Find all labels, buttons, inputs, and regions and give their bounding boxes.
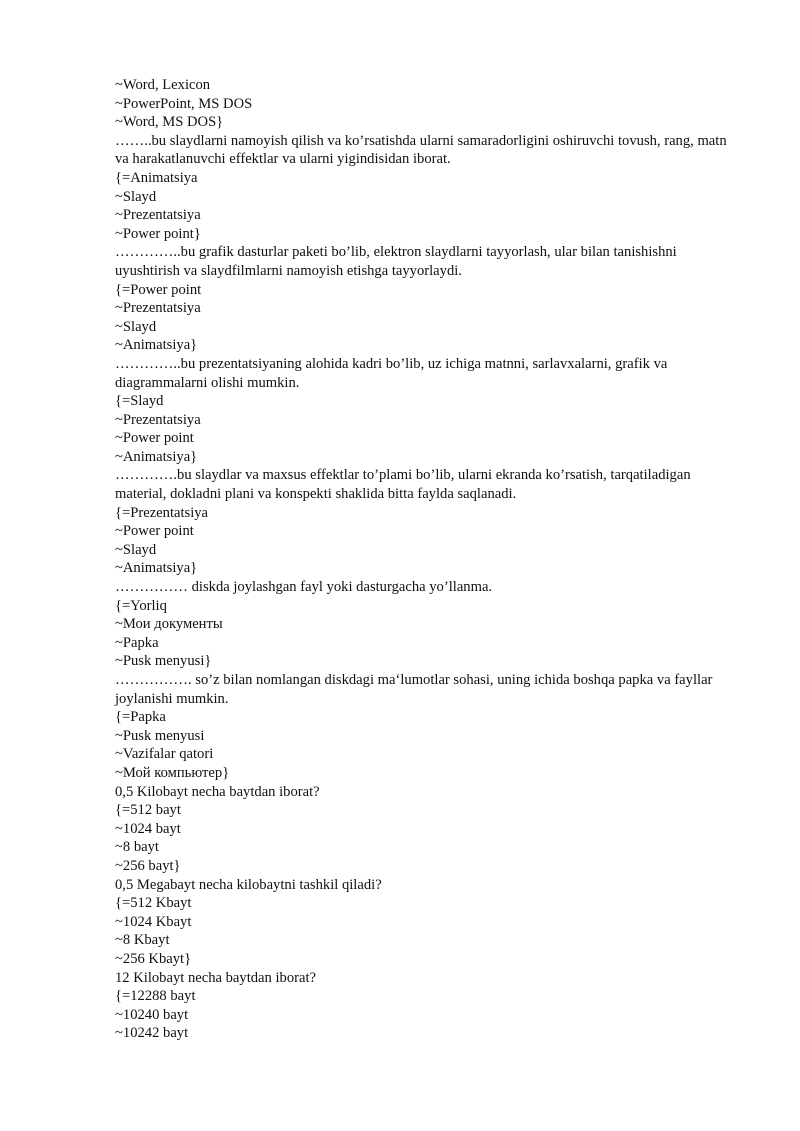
question-text: 0,5 Kilobayt necha baytdan iborat?: [115, 783, 320, 800]
correct-answer: {=Power point: [115, 281, 202, 298]
correct-answer: {=Animatsiya: [115, 169, 198, 186]
answer-option: ~1024 bayt: [115, 820, 181, 837]
answer-option: ~8 Kbayt: [115, 932, 170, 949]
answer-option: ~Pusk menyusi}: [115, 653, 212, 670]
answer-option: ~Animatsiya}: [115, 560, 198, 577]
text-line: ~Word, Lexicon: [115, 77, 211, 93]
answer-option: ~10242 bayt: [115, 1025, 189, 1042]
answer-option: ~Papka: [115, 634, 159, 651]
answer-option: ~Prezentatsiya: [115, 207, 201, 224]
answer-option: ~256 Kbayt}: [115, 950, 192, 967]
answer-option: ~Мой компьютер}: [115, 764, 230, 781]
answer-option: ~10240 bayt: [115, 1006, 189, 1023]
answer-option: ~Slayd: [115, 318, 157, 335]
answer-option: ~Pusk menyusi: [115, 727, 205, 744]
correct-answer: {=12288 bayt: [115, 988, 196, 1005]
text-line: ~Word, MS DOS}: [115, 114, 224, 131]
answer-option: ~Animatsiya}: [115, 337, 198, 354]
answer-option: ~Slayd: [115, 541, 157, 558]
answer-option: ~Animatsiya}: [115, 448, 198, 465]
correct-answer: {=Papka: [115, 709, 166, 726]
answer-option: ~Prezentatsiya: [115, 411, 201, 428]
answer-option: ~Power point: [115, 430, 194, 447]
answer-option: ~256 bayt}: [115, 857, 181, 874]
text-line: ~PowerPoint, MS DOS: [115, 95, 253, 112]
question-text: 12 Kilobayt necha baytdan iborat?: [115, 969, 316, 986]
correct-answer: {=Slayd: [115, 393, 164, 410]
question-text: ……………. so’z bilan nomlangan diskdagi ma‘lumotlar sohasi, uning ichida boshqa papka va fayllar joylanishi mumkin.: [115, 672, 713, 707]
question-text: ……..bu slaydlarni namoyish qilish va ko’rsatishda ularni samaradorligini oshiruvchi tovush, rang, matn va harakatlanuvchi effektlar va ularni yigindisidan iborat.: [115, 132, 727, 168]
question-text: …………..bu grafik dasturlar paketi bo’lib, elektron slaydlarni tayyorlash, ular bilan tanishishni uyushtirish va slaydfilmlarni namoyish etishga tayyorlaydi.: [115, 244, 677, 279]
correct-answer: {=Prezentatsiya: [115, 504, 209, 521]
answer-option: ~Slayd: [115, 188, 157, 205]
correct-answer: {=512 Kbayt: [115, 895, 192, 912]
question-text: …………… diskda joylashgan fayl yoki dasturgacha yo’llanma.: [115, 579, 493, 596]
answer-option: ~Vazifalar qatori: [115, 746, 214, 763]
answer-option: ~1024 Kbayt: [115, 913, 192, 930]
answer-option: ~8 bayt: [115, 839, 159, 856]
answer-option: ~Power point: [115, 523, 194, 540]
document-body: [115, 76, 740, 1043]
question-text: …………..bu prezentatsiyaning alohida kadri bo’lib, uz ichiga matnni, sarlavxalarni, grafik va diagrammalarni olishi mumkin.: [115, 355, 668, 391]
correct-answer: {=512 bayt: [115, 802, 181, 819]
question-text: 0,5 Megabayt necha kilobaytni tashkil qiladi?: [115, 876, 382, 893]
question-text: ………….bu slaydlar va maxsus effektlar to’plami bo’lib, ularni ekranda ko’rsatish, tarqatiladigan material, dokladni plani va konspekti shaklida bitta faylda saqlanadi.: [115, 467, 691, 503]
answer-option: ~Мои документы: [115, 616, 223, 633]
answer-option: ~Prezentatsiya: [115, 300, 201, 317]
answer-option: ~Power point}: [115, 225, 201, 242]
correct-answer: {=Yorliq: [115, 597, 167, 614]
